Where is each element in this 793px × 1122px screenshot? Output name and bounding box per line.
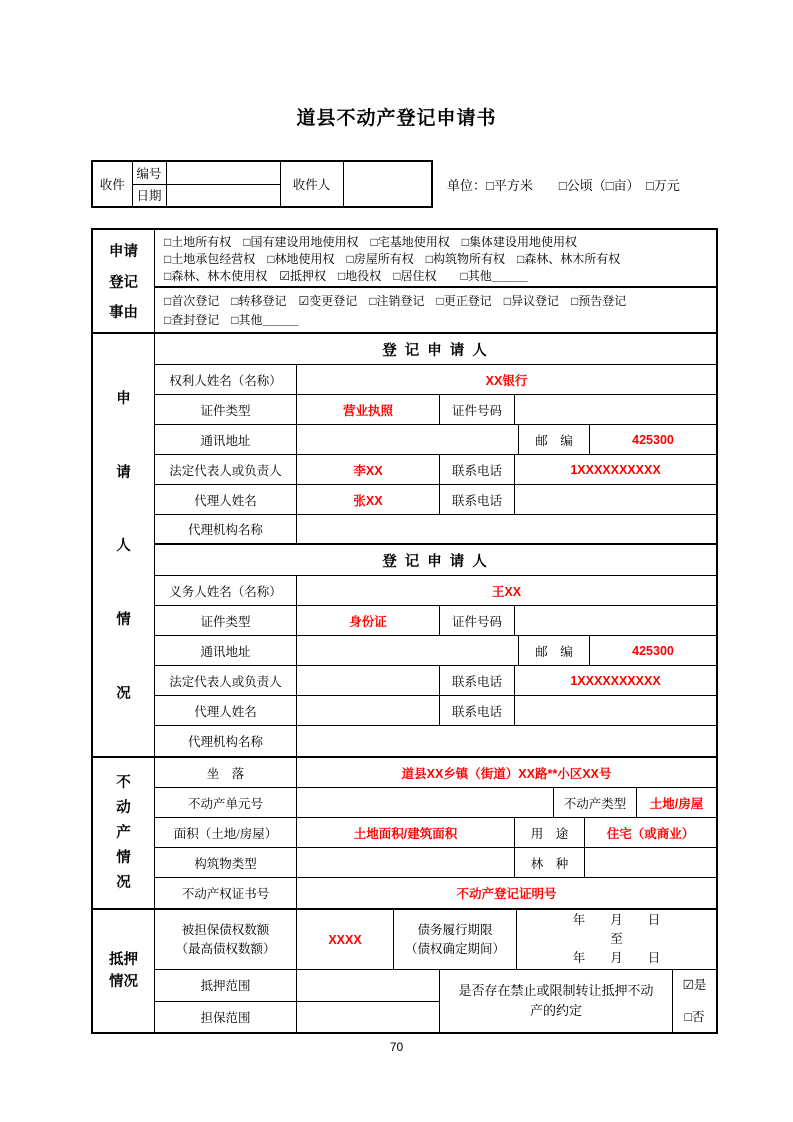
forest-type-cell <box>585 848 716 877</box>
debt-term-label-line: （债权确定期间） <box>404 941 505 956</box>
page-title: 道县不动产登记申请书 <box>296 108 497 129</box>
section-applicant-body <box>155 334 716 756</box>
forest-type-label: 林 种 <box>515 848 585 877</box>
legal-rep-cell <box>297 455 440 484</box>
obligor-name-label: 义务人姓名（名称） <box>155 576 297 605</box>
property-location-row <box>155 758 716 788</box>
phone-label: 联系电话 <box>440 666 515 695</box>
applicant1-header-row <box>155 334 716 365</box>
use-label: 用 途 <box>515 818 585 847</box>
agency-name-label: 代理机构名称 <box>155 726 297 756</box>
address-label: 通讯地址 <box>155 636 297 665</box>
address-label: 通讯地址 <box>155 425 297 454</box>
applicant2-address-row <box>155 636 716 666</box>
applicant2-agent-row <box>155 696 716 726</box>
receipt-number-label: 编号 <box>132 161 166 184</box>
property-cert-row <box>155 878 716 908</box>
reason-label-line: 登记 <box>109 274 138 291</box>
phone-cell <box>515 455 716 484</box>
cert-type-value: 身份证 <box>349 614 387 629</box>
applicant1-agent-row <box>155 485 716 515</box>
applicant1-cert-row <box>155 395 716 425</box>
scope-labels-column <box>155 970 297 1032</box>
postcode-label: 邮 编 <box>519 425 590 454</box>
applicant1-address-row <box>155 425 716 455</box>
debt-amount-label-line: （最高债权数额） <box>175 941 276 956</box>
legal-rep-label: 法定代表人或负责人 <box>155 666 297 695</box>
scope-values-column <box>297 970 440 1032</box>
phone-label: 联系电话 <box>440 455 515 484</box>
section-property-label <box>93 758 155 908</box>
location-cell <box>297 758 716 787</box>
registration-type-line: □查封登记 □其他＿＿＿ <box>164 312 299 327</box>
phone-cell <box>515 666 716 695</box>
property-type-value: 土地/房屋 <box>649 796 704 811</box>
section-reason-label <box>93 230 155 332</box>
receipt-number-value <box>166 161 280 184</box>
property-cert-label: 不动产权证书号 <box>155 878 297 908</box>
mortgage-scope-rows <box>155 970 716 1032</box>
guarantee-scope-cell <box>297 1002 439 1033</box>
term-date-line: 年 月 日 <box>572 950 661 965</box>
section-applicant-label <box>93 334 155 756</box>
unit-no-label: 不动产单元号 <box>155 788 297 817</box>
header-block <box>91 160 731 208</box>
restriction-yes-checkbox: ☑是 <box>682 978 707 992</box>
property-label-char: 不 <box>116 774 131 791</box>
applicant1-name-row <box>155 365 716 395</box>
receipt-table <box>91 160 433 208</box>
use-cell <box>585 818 716 847</box>
cert-no-cell <box>515 606 716 635</box>
unit-no-cell <box>297 788 554 817</box>
structure-type-cell <box>297 848 515 877</box>
registration-type-row <box>155 288 716 332</box>
rights-checkbox-line: □土地承包经营权 □林地使用权 □房屋所有权 □构筑物所有权 □森林、林木所有权 <box>164 252 621 266</box>
phone-label: 联系电话 <box>440 696 515 725</box>
property-unit-row <box>155 788 716 818</box>
property-type-cell <box>637 788 716 817</box>
mortgage-label-line: 情况 <box>109 974 138 990</box>
unit-options: 单位：□平方米 □公顷（□亩） □万元 <box>447 177 680 193</box>
cert-type-cell <box>297 395 440 424</box>
phone-value: 1XXXXXXXXXX <box>570 462 661 477</box>
debt-amount-value: XXXX <box>328 932 362 947</box>
section-property-info <box>93 758 716 910</box>
main-form-table <box>91 228 718 1034</box>
cert-no-label: 证件号码 <box>440 395 515 424</box>
section-reason-body <box>155 230 716 332</box>
transfer-restriction-label: 是否存在禁止或限制转让抵押不动产的约定 <box>440 970 673 1032</box>
cert-type-cell <box>297 606 440 635</box>
property-area-row <box>155 818 716 848</box>
legal-rep-value: 李XX <box>353 463 383 478</box>
debt-amount-label <box>155 910 297 969</box>
phone-cell <box>515 696 716 725</box>
mortgage-scope-label: 抵押范围 <box>155 970 296 1002</box>
structure-type-label: 构筑物类型 <box>155 848 297 877</box>
postcode-label: 邮 编 <box>519 636 590 665</box>
section-mortgage-label <box>93 910 155 1032</box>
cert-type-label: 证件类型 <box>155 395 297 424</box>
applicant1-agency-row <box>155 515 716 545</box>
applicant-label-char: 情 <box>116 612 131 629</box>
applicant2-header-row <box>155 545 716 576</box>
term-date-line: 年 月 日 <box>572 913 661 928</box>
location-value: 道县XX乡镇（街道）XX路**小区XX号 <box>401 766 612 781</box>
applicant2-agency-row <box>155 726 716 756</box>
postcode-value: 425300 <box>632 432 674 447</box>
rights-holder-name-label: 权利人姓名（名称） <box>155 365 297 394</box>
receipt-receiver-label: 收件人 <box>280 161 343 207</box>
mortgage-scope-cell <box>297 970 439 1002</box>
agent-name-label: 代理人姓名 <box>155 485 297 514</box>
phone-cell <box>515 485 716 514</box>
applicant-label-char: 况 <box>116 686 131 703</box>
rights-checkbox-line: □土地所有权 □国有建设用地使用权 □宅基地使用权 □集体建设用地使用权 <box>164 235 577 249</box>
address-cell <box>297 636 519 665</box>
receipt-date-label: 日期 <box>132 184 166 207</box>
obligor-name-cell <box>297 576 716 605</box>
receipt-date-value <box>166 184 280 207</box>
section-application-reason <box>93 230 716 334</box>
legal-rep-cell <box>297 666 440 695</box>
property-label-char: 动 <box>116 799 131 816</box>
property-label-char: 产 <box>116 824 131 841</box>
area-cell <box>297 818 515 847</box>
applicant2-name-row <box>155 576 716 606</box>
rights-checkbox-line: □森林、林木使用权 ☑抵押权 □地役权 □居住权 □其他＿＿＿ <box>164 269 528 283</box>
cert-no-cell <box>515 395 716 424</box>
debt-amount-label-line: 被担保债权数额 <box>181 922 270 937</box>
agency-name-cell <box>297 726 716 756</box>
property-structure-row <box>155 848 716 878</box>
receipt-receiver-value <box>343 161 432 207</box>
page-number: 70 <box>389 1040 404 1054</box>
property-cert-value: 不动产登记证明号 <box>456 887 557 901</box>
mortgage-debt-row <box>155 910 716 970</box>
cert-type-label: 证件类型 <box>155 606 297 635</box>
agent-name-cell <box>297 485 440 514</box>
debt-term-dates-cell <box>517 910 716 969</box>
property-label-char: 况 <box>116 874 131 891</box>
property-type-label: 不动产类型 <box>554 788 637 817</box>
agent-name-label: 代理人姓名 <box>155 696 297 725</box>
receipt-label: 收件 <box>92 161 132 207</box>
obligor-name-value: 王XX <box>491 584 522 599</box>
phone-label: 联系电话 <box>440 485 515 514</box>
rights-holder-name-cell <box>297 365 716 394</box>
property-cert-cell <box>297 878 716 908</box>
applicant2-cert-row <box>155 606 716 636</box>
postcode-cell <box>590 425 716 454</box>
agent-name-value: 张XX <box>353 493 383 508</box>
address-cell <box>297 425 519 454</box>
guarantee-scope-label: 担保范围 <box>200 1010 251 1025</box>
applicant1-legal-rep-row <box>155 455 716 485</box>
applicant-label-char: 请 <box>116 464 131 481</box>
cert-no-label: 证件号码 <box>440 606 515 635</box>
rights-checkbox-group <box>155 230 716 286</box>
applicant-label-char: 人 <box>116 538 131 555</box>
registration-type-line: □首次登记 □转移登记 ☑变更登记 □注销登记 □更正登记 □异议登记 □预告登记 <box>164 294 627 309</box>
location-label: 坐 落 <box>155 758 297 787</box>
agency-name-cell <box>297 515 716 543</box>
debt-term-label <box>394 910 517 969</box>
section-applicant-info <box>93 334 716 758</box>
reason-label-line: 申请 <box>109 243 138 260</box>
restriction-no-checkbox: □否 <box>684 1010 705 1024</box>
reason-label-line: 事由 <box>109 305 138 322</box>
postcode-cell <box>590 636 716 665</box>
mortgage-label-line: 抵押 <box>109 952 138 968</box>
applicant1-header: 登 记 申 请 人 <box>382 342 489 359</box>
section-mortgage-info <box>93 910 716 1032</box>
phone-value: 1XXXXXXXXXX <box>570 673 661 688</box>
property-label-char: 情 <box>116 849 131 866</box>
registration-type-checkbox-group <box>155 288 716 332</box>
applicant-label-char: 申 <box>116 390 131 407</box>
applicant2-legal-rep-row <box>155 666 716 696</box>
area-label: 面积（土地/房屋） <box>155 818 297 847</box>
rights-holder-name-value: XX银行 <box>485 373 528 388</box>
rights-checkbox-row <box>155 230 716 288</box>
section-mortgage-body <box>155 910 716 1032</box>
debt-term-label-line: 债务履行期限 <box>417 922 493 937</box>
area-value: 土地面积/建筑面积 <box>353 826 458 841</box>
legal-rep-label: 法定代表人或负责人 <box>155 455 297 484</box>
agency-name-label: 代理机构名称 <box>155 515 297 543</box>
transfer-restriction-options <box>673 970 716 1032</box>
term-date-line: 至 <box>610 932 623 947</box>
agent-name-cell <box>297 696 440 725</box>
section-property-body <box>155 758 716 908</box>
cert-type-value: 营业执照 <box>342 403 393 418</box>
use-value: 住宅（或商业） <box>606 826 695 841</box>
applicant2-header: 登 记 申 请 人 <box>382 553 489 570</box>
postcode-value: 425300 <box>632 643 674 658</box>
debt-amount-cell <box>297 910 394 969</box>
